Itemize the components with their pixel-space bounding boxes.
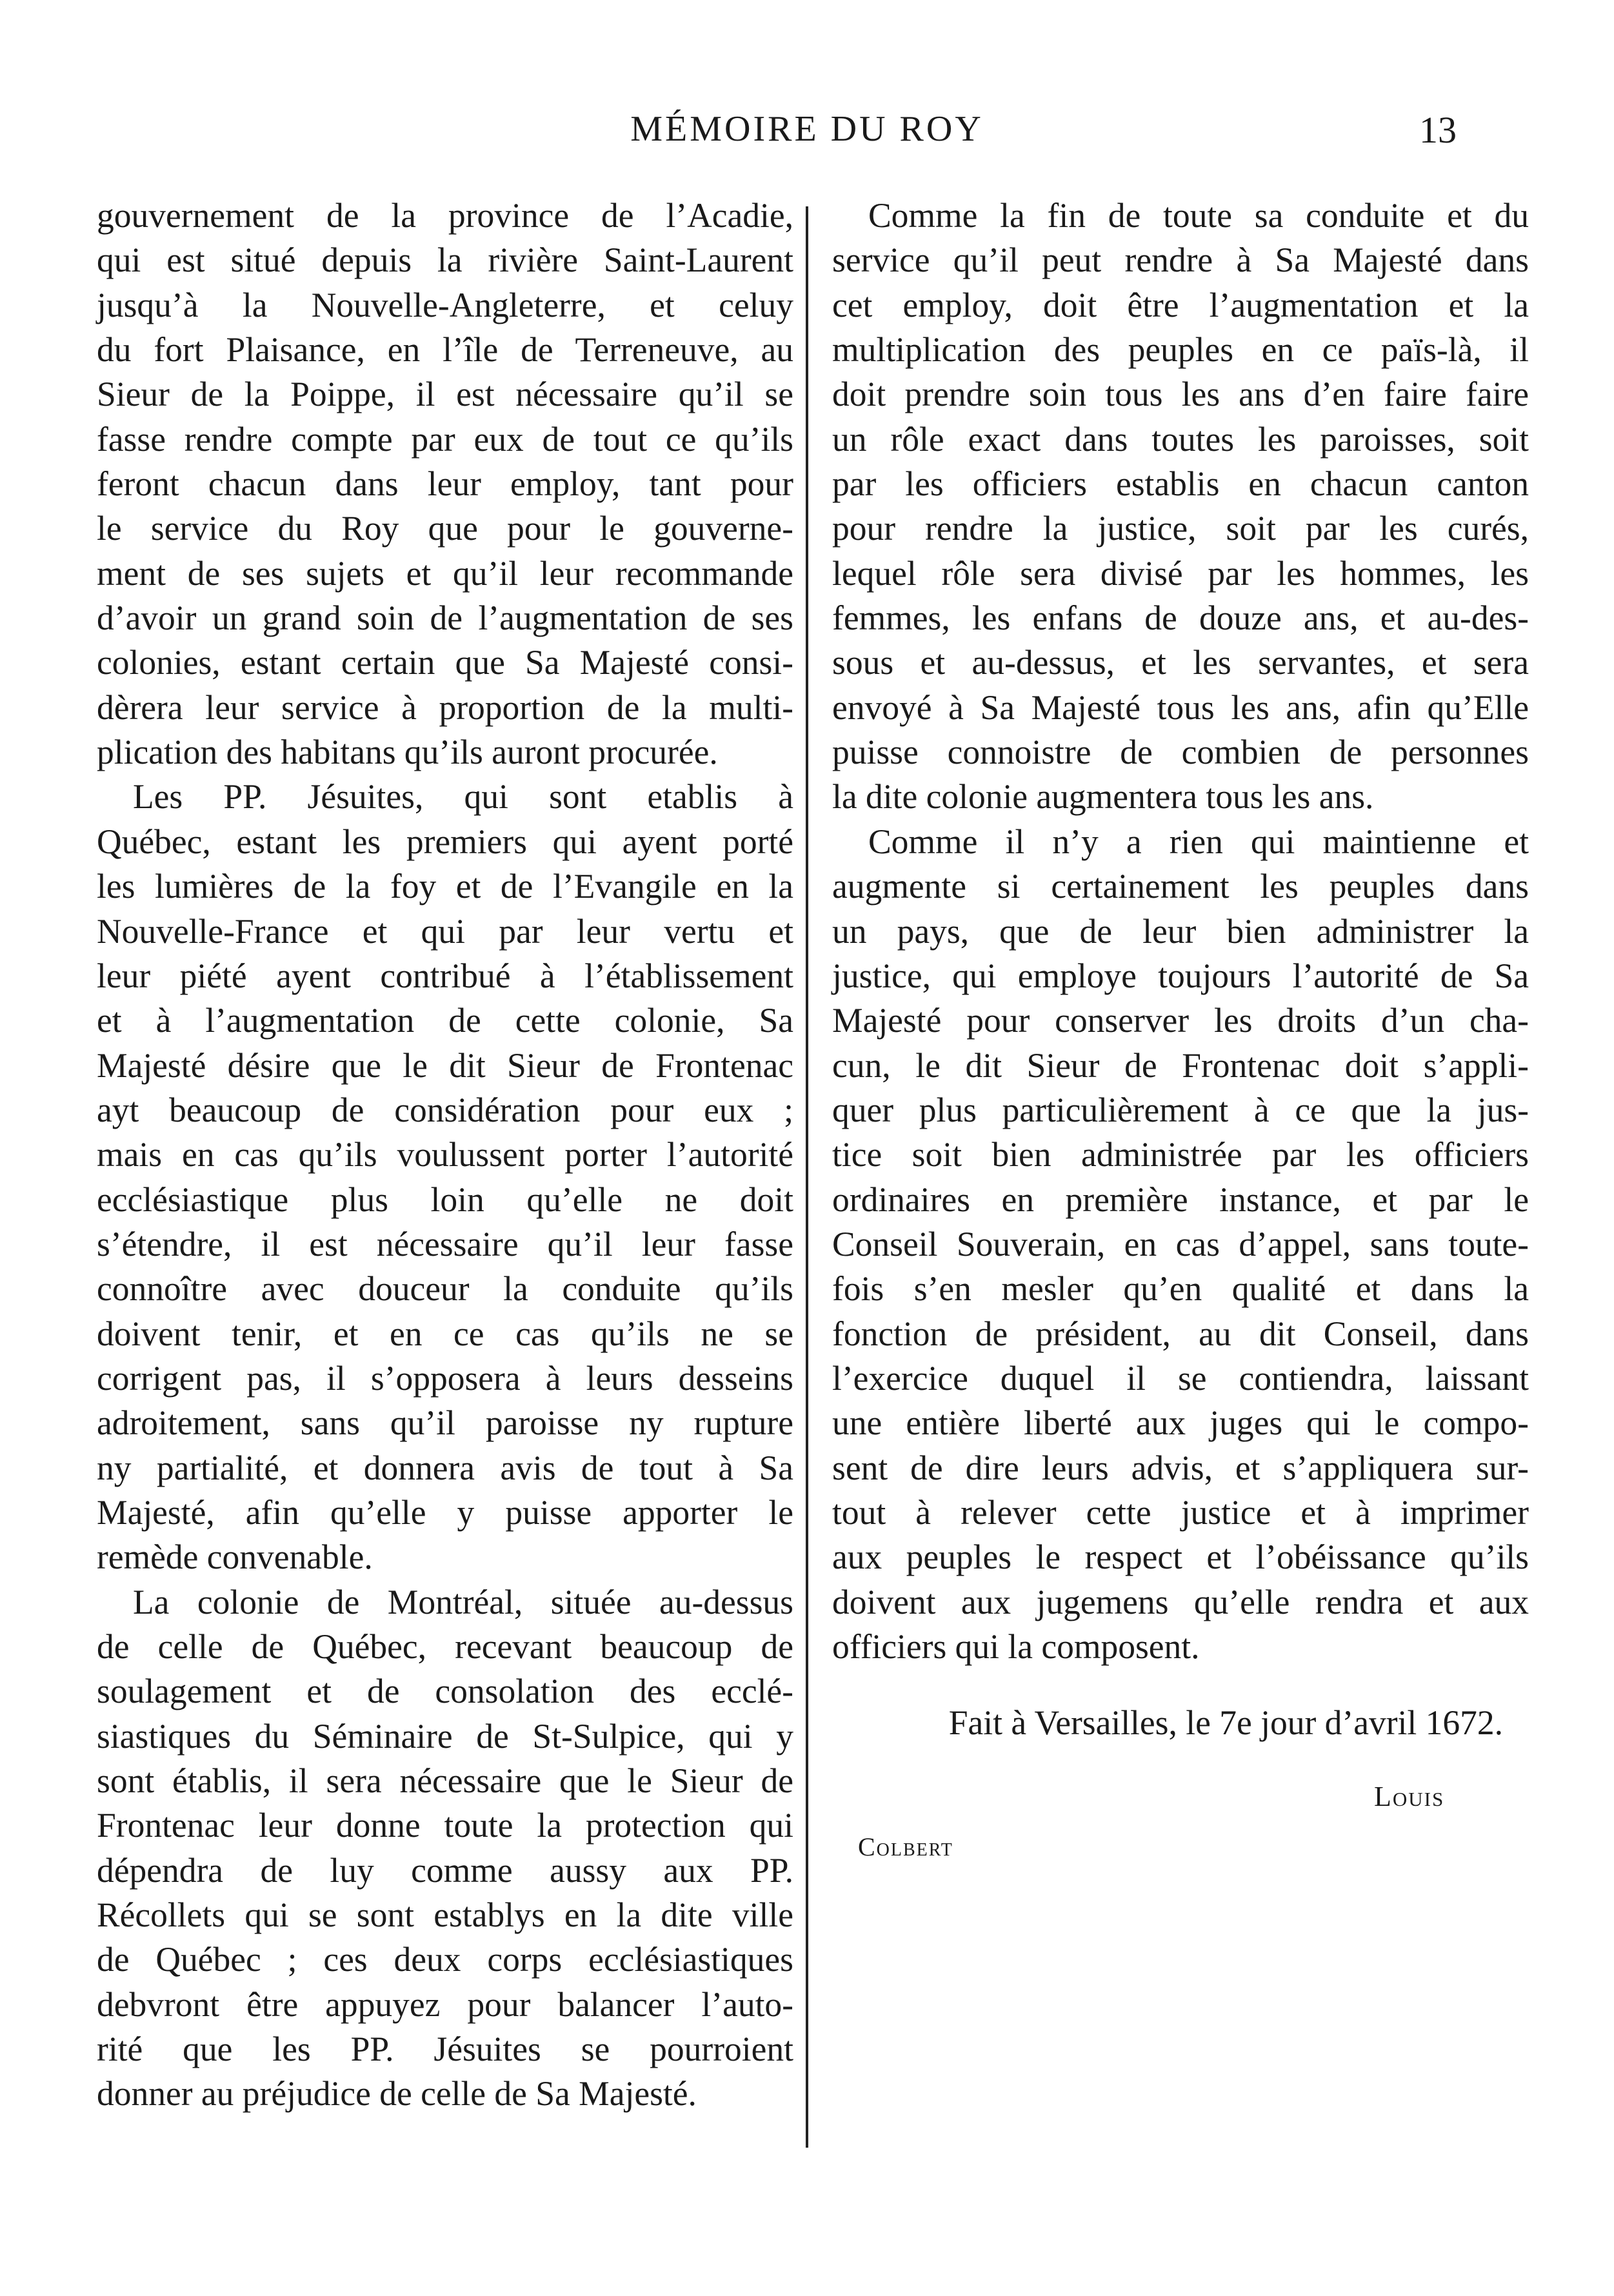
text-line: ayt beaucoup de considération pour eux ; xyxy=(97,1090,793,1129)
text-line: ecclésiastique plus loin qu’elle ne doit xyxy=(97,1180,793,1219)
text-line: Majesté désire que le dit Sieur de Frontenac xyxy=(97,1045,793,1085)
text-line: dèrera leur service à proportion de la multi- xyxy=(97,688,793,727)
text-line: aux peuples le respect et l’obéissance qu’ils xyxy=(832,1538,1529,1577)
text-line: Majesté, afin qu’elle y puisse apporter le xyxy=(97,1492,793,1532)
text-line: une entière liberté aux juges qui le compo- xyxy=(832,1403,1529,1443)
text-line: les lumières de la foy et de l’Evangile en la xyxy=(97,867,793,906)
text-line: Québec, estant les premiers qui ayent porté xyxy=(97,822,793,861)
text-line: connoître avec douceur la conduite qu’ils xyxy=(97,1269,793,1309)
text-line: Récollets qui se sont establys en la dite ville xyxy=(97,1895,793,1935)
text-line: doit prendre soin tous les ans d’en faire faire xyxy=(832,375,1529,414)
text-line: envoyé à Sa Majesté tous les ans, afin qu’Elle xyxy=(832,688,1529,727)
text-line: la dite colonie augmentera tous les ans. xyxy=(832,777,1374,816)
text-line: sent de dire leurs advis, et s’appliquera sur- xyxy=(832,1448,1529,1487)
text-line: rité que les PP. Jésuites se pourroient xyxy=(97,2030,793,2069)
text-line: de celle de Québec, recevant beaucoup de xyxy=(97,1627,793,1666)
text-line: mais en cas qu’ils voulussent porter l’autorité xyxy=(97,1135,793,1174)
text-line: ment de ses sujets et qu’il leur recommande xyxy=(97,553,793,593)
text-line: cun, le dit Sieur de Frontenac doit s’appli- xyxy=(832,1045,1529,1085)
text-line: doivent tenir, et en ce cas qu’ils ne se xyxy=(97,1314,793,1353)
text-line: Frontenac leur donne toute la protection qui xyxy=(97,1806,793,1845)
text-line: Comme il n’y a rien qui maintienne et xyxy=(868,822,1529,861)
text-line: tout à relever cette justice et à imprimer xyxy=(832,1492,1529,1532)
signature-king: Louis xyxy=(1374,1781,1445,1812)
text-line: le service du Roy que pour le gouverne- xyxy=(97,509,793,548)
text-line: un rôle exact dans toutes les paroisses, soit xyxy=(832,419,1529,459)
text-line: multiplication des peuples en ce païs-là, il xyxy=(832,330,1529,370)
text-line: plication des habitans qu’ils auront procurée. xyxy=(97,733,718,772)
text-line: fonction de président, au dit Conseil, dans xyxy=(832,1314,1529,1353)
text-line: debvront être appuyez pour balancer l’auto- xyxy=(97,1984,793,2024)
text-line: Les PP. Jésuites, qui sont etablis à xyxy=(133,777,793,816)
text-line: sont établis, il sera nécessaire que le Sieur de xyxy=(97,1761,793,1801)
text-line: s’étendre, il est nécessaire qu’il leur fasse xyxy=(97,1224,793,1263)
page-number: 13 xyxy=(1419,109,1457,151)
dateline: Fait à Versailles, le 7e jour d’avril 1672. xyxy=(948,1703,1503,1742)
text-line: Conseil Souverain, en cas d’appel, sans toute- xyxy=(832,1224,1529,1263)
text-line: Sieur de la Poippe, il est nécessaire qu’il se xyxy=(97,375,793,414)
text-line: remède convenable. xyxy=(97,1538,373,1577)
text-line: femmes, les enfans de douze ans, et au-des- xyxy=(832,599,1529,638)
text-line: ny partialité, et donnera avis de tout à Sa xyxy=(97,1448,793,1487)
text-line: de Québec ; ces deux corps ecclésiastiques xyxy=(97,1940,793,1979)
running-title: MÉMOIRE DU ROY xyxy=(630,109,984,149)
text-line: lequel rôle sera divisé par les hommes, les xyxy=(832,553,1529,593)
text-line: par les officiers establis en chacun canton xyxy=(832,464,1529,504)
signature-minister: Colbert xyxy=(858,1832,953,1861)
text-line: officiers qui la composent. xyxy=(832,1627,1200,1666)
text-line: adroitement, sans qu’il paroisse ny rupture xyxy=(97,1403,793,1443)
text-line: quer plus particulièrement à ce que la jus- xyxy=(832,1090,1529,1129)
text-line: Majesté pour conserver les droits d’un cha- xyxy=(832,1001,1529,1040)
text-line: service qu’il peut rendre à Sa Majesté dans xyxy=(832,241,1529,280)
running-head xyxy=(0,108,1614,160)
text-line: corrigent pas, il s’opposera à leurs desseins xyxy=(97,1358,793,1398)
text-line: doivent aux jugemens qu’elle rendra et aux xyxy=(832,1582,1529,1621)
text-line: d’avoir un grand soin de l’augmentation de ses xyxy=(97,599,793,638)
text-line: un pays, que de leur bien administrer la xyxy=(832,911,1529,951)
text-line: feront chacun dans leur employ, tant pour xyxy=(97,464,793,504)
text-line: Comme la fin de toute sa conduite et du xyxy=(868,196,1529,235)
text-line: et à l’augmentation de cette colonie, Sa xyxy=(97,1001,793,1040)
column-divider xyxy=(806,206,808,2148)
text-line: colonies, estant certain que Sa Majesté consi- xyxy=(97,643,793,682)
text-line: pour rendre la justice, soit par les curés, xyxy=(832,509,1529,548)
text-line: Nouvelle-France et qui par leur vertu et xyxy=(97,911,793,951)
text-line: sous et au-dessus, et les servantes, et sera xyxy=(832,643,1529,682)
text-line: ordinaires en première instance, et par le xyxy=(832,1180,1529,1219)
text-line: donner au préjudice de celle de Sa Majesté. xyxy=(97,2074,697,2113)
left-column xyxy=(97,193,793,2117)
text-line: du fort Plaisance, en l’île de Terreneuve, au xyxy=(97,330,793,370)
text-line: jusqu’à la Nouvelle-Angleterre, et celuy xyxy=(97,285,793,324)
text-line: cet employ, doit être l’augmentation et la xyxy=(832,285,1529,324)
text-line: gouvernement de la province de l’Acadie, xyxy=(97,196,793,235)
text-line: augmente si certainement les peuples dans xyxy=(832,867,1529,906)
text-line: La colonie de Montréal, située au-dessus xyxy=(133,1582,793,1621)
text-line: siastiques du Séminaire de St-Sulpice, qui y xyxy=(97,1716,793,1756)
text-line: dépendra de luy comme aussy aux PP. xyxy=(97,1850,793,1890)
text-line: tice soit bien administrée par les officiers xyxy=(832,1135,1529,1174)
text-line: fasse rendre compte par eux de tout ce qu’ils xyxy=(97,419,793,459)
text-line: soulagement et de consolation des ecclé- xyxy=(97,1672,793,1711)
right-column xyxy=(832,193,1529,1669)
text-line: justice, qui employe toujours l’autorité de Sa xyxy=(832,956,1529,995)
text-line: puisse connoistre de combien de personnes xyxy=(832,733,1529,772)
text-line: qui est situé depuis la rivière Saint-Laurent xyxy=(97,241,793,280)
text-line: fois s’en mesler qu’en qualité et dans la xyxy=(832,1269,1529,1309)
text-line: l’exercice duquel il se contiendra, laissant xyxy=(832,1358,1529,1398)
text-line: leur piété ayent contribué à l’établissement xyxy=(97,956,793,995)
